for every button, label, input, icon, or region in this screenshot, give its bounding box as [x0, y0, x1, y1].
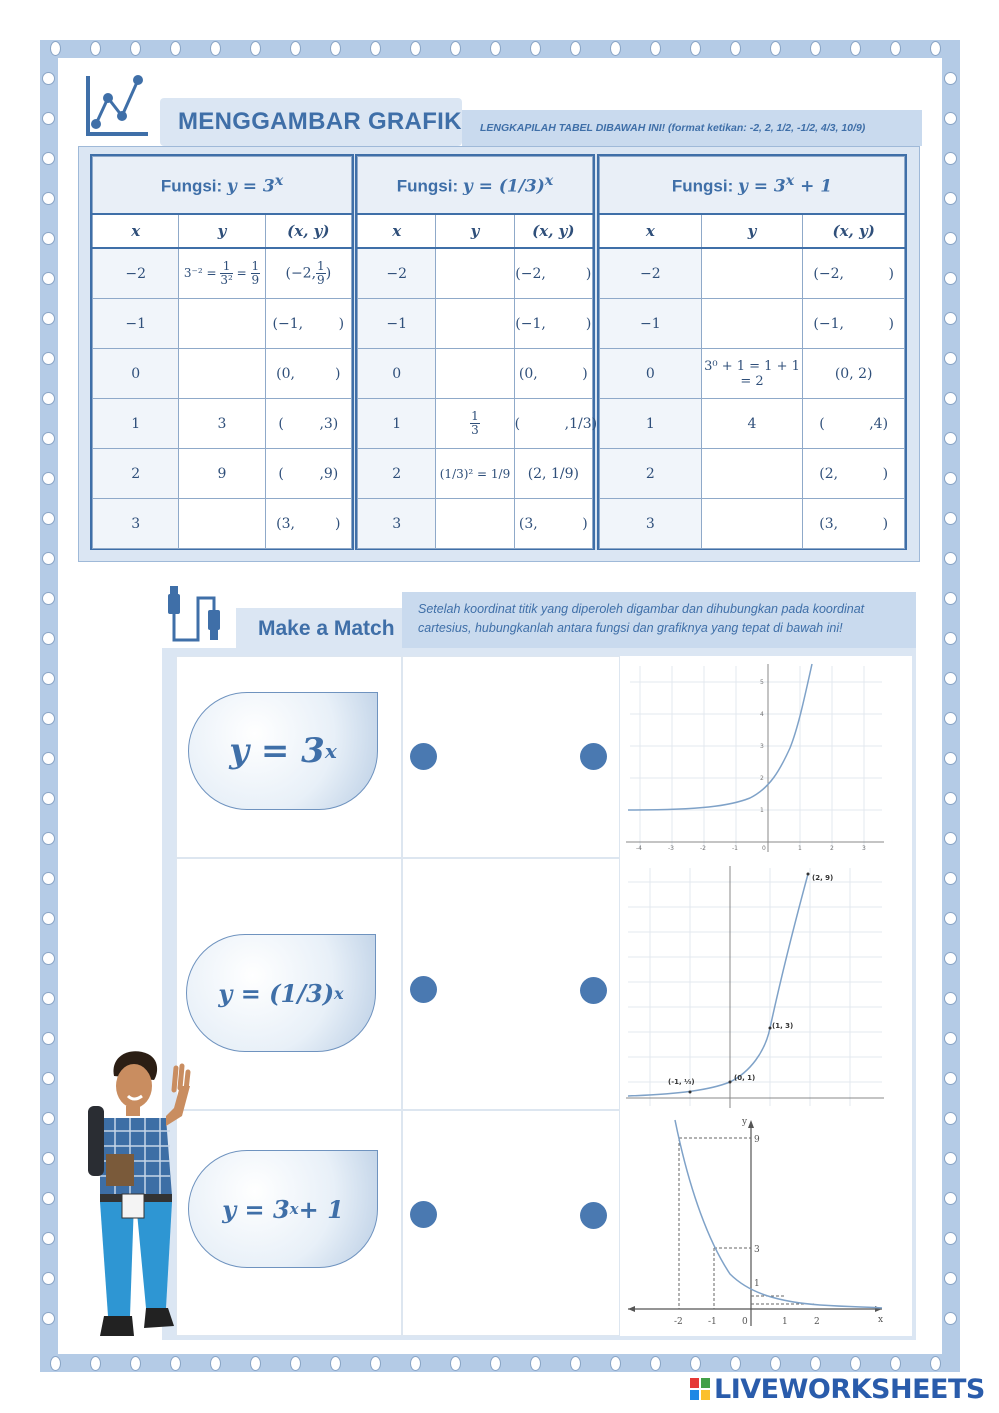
binder-hole — [42, 312, 55, 325]
answer-input-y[interactable] — [436, 299, 514, 349]
binder-hole — [42, 72, 55, 85]
binder-hole — [944, 1272, 957, 1285]
svg-text:3: 3 — [754, 1245, 760, 1255]
svg-text:-2: -2 — [700, 845, 706, 852]
binder-hole — [42, 872, 55, 885]
binder-hole — [410, 1356, 421, 1371]
binder-hole — [944, 672, 957, 685]
binder-hole — [130, 1356, 141, 1371]
table-row: 1 $\frac{1}{3}$ ( ,1/3) — [358, 399, 593, 449]
binder-hole — [944, 312, 957, 325]
graph-3 — [620, 1114, 890, 1332]
svg-text:(1, 3): (1, 3) — [772, 1022, 794, 1030]
col-x-header: x — [93, 214, 179, 248]
match-dot-right-2[interactable] — [580, 977, 607, 1004]
function-card-2: y = (1/3) x — [186, 934, 376, 1052]
table-row: 3 (3, ) — [93, 499, 352, 549]
binder-hole — [330, 41, 341, 56]
binder-hole — [570, 41, 581, 56]
brand-text: LIVEWORKSHEETS — [714, 1374, 985, 1405]
match-dot-right-3[interactable] — [580, 1202, 607, 1229]
table-row: −2 3⁻² = $\frac{1}{\text{3²}}$ = $\frac{1}{9}$ (−2, $\frac{1}{9}$ ) — [93, 248, 352, 299]
binder-hole — [42, 832, 55, 845]
table-row: 2 (2, ) — [600, 449, 905, 499]
binder-hole — [944, 952, 957, 965]
svg-text:(-1, ⅓): (-1, ⅓) — [668, 1078, 695, 1086]
binder-hole — [890, 41, 901, 56]
binder-hole — [944, 1032, 957, 1045]
binder-hole — [810, 1356, 821, 1371]
answer-input-xy[interactable]: (−1, ) — [514, 299, 592, 349]
student-illustration — [70, 1046, 200, 1356]
binder-hole — [370, 1356, 381, 1371]
binder-hole — [42, 752, 55, 765]
table-2-header: Fungsi: $y = (1/3)^x$ — [358, 157, 593, 215]
svg-text:(2, 9): (2, 9) — [812, 874, 834, 882]
answer-input-y[interactable] — [436, 349, 514, 399]
match-dot-left-2[interactable] — [410, 976, 437, 1003]
cell-xy: (−2, $\frac{1}{9}$ ) — [265, 248, 351, 299]
binder-hole — [42, 232, 55, 245]
answer-input-y[interactable] — [436, 499, 514, 549]
answer-input-y[interactable] — [701, 248, 803, 299]
binder-hole — [944, 872, 957, 885]
table-row: 3 (3, ) — [600, 499, 905, 549]
binder-hole — [944, 1072, 957, 1085]
binder-hole — [944, 592, 957, 605]
match-title: Make a Match — [258, 617, 395, 640]
binder-hole — [530, 1356, 541, 1371]
binder-hole — [944, 992, 957, 1005]
binder-hole — [42, 512, 55, 525]
binder-hole — [944, 152, 957, 165]
binder-hole — [42, 1312, 55, 1325]
table-1-header: Fungsi: $y = 3^x$ — [93, 157, 352, 215]
page-title: MENGGAMBAR GRAFIK — [178, 108, 462, 135]
svg-text:(0, 1): (0, 1) — [734, 1074, 756, 1082]
binder-hole — [944, 272, 957, 285]
binder-hole — [850, 41, 861, 56]
answer-input-y[interactable] — [701, 449, 803, 499]
svg-text:9: 9 — [754, 1135, 760, 1145]
svg-text:3: 3 — [760, 743, 764, 750]
binder-hole — [944, 1152, 957, 1165]
binder-hole — [42, 912, 55, 925]
answer-input-xy[interactable]: (2, ) — [803, 449, 905, 499]
table-function-1 — [90, 154, 354, 550]
binder-hole — [944, 352, 957, 365]
binder-hole — [42, 192, 55, 205]
binder-hole — [42, 1112, 55, 1125]
table-row: 0 (0, ) — [358, 349, 593, 399]
binder-hole — [210, 41, 221, 56]
answer-input-xy[interactable]: (−2, ) — [803, 248, 905, 299]
answer-input-xy[interactable]: (0, ) — [265, 349, 351, 399]
answer-input-xy[interactable]: (0, ) — [514, 349, 592, 399]
binder-hole — [90, 1356, 101, 1371]
svg-text:4: 4 — [760, 711, 764, 718]
make-a-match-tab — [236, 608, 402, 648]
cable-icon — [162, 584, 226, 648]
answer-input-xy[interactable]: (−1, ) — [803, 299, 905, 349]
answer-input-xy[interactable]: (3, ) — [514, 499, 592, 549]
binder-hole — [42, 1192, 55, 1205]
binder-hole — [944, 392, 957, 405]
binder-hole — [42, 432, 55, 445]
table-row: 2 (1/3)² = 1/9 (2, 1/9) — [358, 449, 593, 499]
match-instruction-tab — [402, 592, 916, 648]
svg-text:0: 0 — [742, 1317, 748, 1327]
binder-hole — [944, 112, 957, 125]
brand-icon — [690, 1378, 710, 1400]
binder-hole — [930, 41, 941, 56]
svg-text:3: 3 — [862, 845, 866, 852]
svg-text:-3: -3 — [668, 845, 674, 852]
binder-hole — [42, 472, 55, 485]
binder-hole — [250, 41, 261, 56]
function-card-3: y = 3 x + 1 — [188, 1150, 378, 1268]
binder-hole — [330, 1356, 341, 1371]
binder-hole — [944, 1192, 957, 1205]
binder-hole — [610, 1356, 621, 1371]
binder-hole — [50, 41, 61, 56]
binder-hole — [944, 1112, 957, 1125]
svg-text:1: 1 — [754, 1279, 760, 1289]
cell-y: 3⁻² = $\frac{1}{\text{3²}}$ = $\frac{1}{9}$ — [179, 248, 265, 299]
binder-hole — [42, 112, 55, 125]
binder-hole — [250, 1356, 261, 1371]
svg-text:1: 1 — [798, 845, 802, 852]
binder-hole — [730, 1356, 741, 1371]
binder-hole — [50, 1356, 61, 1371]
table-row: −2 (−2, ) — [358, 248, 593, 299]
brand-logo — [690, 1374, 985, 1405]
answer-input-y[interactable] — [436, 248, 514, 299]
match-dot-right-1[interactable] — [580, 743, 607, 770]
answer-input-xy[interactable]: (−2, ) — [514, 248, 592, 299]
answer-input-xy[interactable]: (3, ) — [265, 499, 351, 549]
binder-hole — [90, 41, 101, 56]
binder-hole — [42, 272, 55, 285]
binder-hole — [730, 41, 741, 56]
binder-hole — [42, 1032, 55, 1045]
binder-hole — [450, 1356, 461, 1371]
table-row: 0 3⁰ + 1 = 1 + 1 = 2 (0, 2) — [600, 349, 905, 399]
binder-hole — [944, 832, 957, 845]
answer-input-xy[interactable]: (3, ) — [803, 499, 905, 549]
binder-hole — [944, 472, 957, 485]
binder-hole — [944, 1312, 957, 1325]
answer-input-xy[interactable]: (−1, ) — [265, 299, 351, 349]
table-row: 1 4 ( ,4) — [600, 399, 905, 449]
binder-hole — [944, 912, 957, 925]
binder-hole — [410, 41, 421, 56]
binder-hole — [450, 41, 461, 56]
table-instruction: LENGKAPILAH TABEL DIBAWAH INI! (format ketikan: -2, 2, 1/2, -1/2, 4/3, 10/9) — [480, 122, 866, 134]
binder-hole — [944, 712, 957, 725]
binder-hole — [944, 552, 957, 565]
col-y-header: y — [179, 214, 265, 248]
binder-hole — [42, 992, 55, 1005]
svg-text:1: 1 — [760, 807, 764, 814]
binder-hole — [690, 1356, 701, 1371]
binder-hole — [42, 952, 55, 965]
binder-hole — [42, 1272, 55, 1285]
binder-hole — [944, 792, 957, 805]
binder-hole — [42, 1232, 55, 1245]
svg-text:2: 2 — [760, 775, 764, 782]
table-3-header: Fungsi: $y = 3^x + 1$ — [600, 157, 905, 215]
svg-text:2: 2 — [814, 1317, 820, 1327]
table-row: −1 (−1, ) — [358, 299, 593, 349]
binder-hole — [770, 41, 781, 56]
answer-input-xy[interactable]: ( ,4) — [803, 399, 905, 449]
binder-hole — [944, 192, 957, 205]
instruction-tab — [462, 110, 922, 146]
binder-hole — [42, 672, 55, 685]
answer-input-y[interactable] — [179, 499, 265, 549]
binder-hole — [650, 41, 661, 56]
answer-input-y[interactable] — [179, 349, 265, 399]
binder-hole — [930, 1356, 941, 1371]
function-card-1: y = 3 x — [188, 692, 378, 810]
binder-hole — [944, 432, 957, 445]
binder-hole — [890, 1356, 901, 1371]
svg-text:1: 1 — [782, 1317, 788, 1327]
svg-text:5: 5 — [760, 679, 764, 686]
binder-hole — [42, 392, 55, 405]
svg-text:x: x — [878, 1315, 884, 1325]
svg-text:-1: -1 — [732, 845, 738, 852]
binder-hole — [944, 1232, 957, 1245]
binder-hole — [944, 232, 957, 245]
binder-hole — [530, 41, 541, 56]
binder-hole — [42, 552, 55, 565]
binder-hole — [210, 1356, 221, 1371]
answer-input-xy[interactable]: ( ,9) — [265, 449, 351, 499]
answer-input-y[interactable] — [701, 299, 803, 349]
binder-hole — [690, 41, 701, 56]
binder-hole — [42, 152, 55, 165]
table-row: −1 (−1, ) — [600, 299, 905, 349]
binder-hole — [850, 1356, 861, 1371]
binder-hole — [490, 1356, 501, 1371]
binder-hole — [42, 592, 55, 605]
svg-text:-4: -4 — [636, 845, 642, 852]
answer-input-xy[interactable]: ( ,3) — [265, 399, 351, 449]
binder-hole — [42, 712, 55, 725]
binder-hole — [944, 512, 957, 525]
svg-text:-1: -1 — [708, 1317, 717, 1327]
table-row: 1 3 ( ,3) — [93, 399, 352, 449]
binder-hole — [290, 1356, 301, 1371]
binder-hole — [42, 792, 55, 805]
svg-text:-2: -2 — [674, 1317, 683, 1327]
binder-hole — [42, 1072, 55, 1085]
graph-1 — [620, 660, 890, 856]
binder-hole — [650, 1356, 661, 1371]
binder-hole — [170, 1356, 181, 1371]
binder-hole — [944, 72, 957, 85]
match-dot-left-3[interactable] — [410, 1201, 437, 1228]
binder-hole — [42, 1152, 55, 1165]
col-xy-header: (x, y) — [265, 214, 351, 248]
svg-text:2: 2 — [830, 845, 834, 852]
chart-icon — [82, 72, 152, 140]
binder-hole — [610, 41, 621, 56]
binder-hole — [42, 632, 55, 645]
table-row: 2 9 ( ,9) — [93, 449, 352, 499]
binder-hole — [570, 1356, 581, 1371]
binder-hole — [170, 41, 181, 56]
binder-hole — [490, 41, 501, 56]
binder-hole — [290, 41, 301, 56]
match-instruction: Setelah koordinat titik yang diperoleh digambar dan dihubungkan pada koordinat cartesius, hubungkanlah antara fungsi dan grafiknya yang tepat di bawah ini! — [418, 602, 865, 635]
table-row: −2 (−2, ) — [600, 248, 905, 299]
binder-hole — [944, 752, 957, 765]
table-row: −1 (−1, ) — [93, 299, 352, 349]
graph-2 — [620, 862, 890, 1110]
binder-hole — [42, 352, 55, 365]
answer-input-xy[interactable]: ( ,1/3) — [514, 399, 592, 449]
answer-input-y[interactable] — [179, 299, 265, 349]
section-title-tab — [160, 98, 462, 146]
match-dot-left-1[interactable] — [410, 743, 437, 770]
binder-hole — [130, 41, 141, 56]
table-row: 3 (3, ) — [358, 499, 593, 549]
table-row: 0 (0, ) — [93, 349, 352, 399]
table-function-2: Fungsi: $y = (1/3)^x$ x y (x, y) −2 (−2, ) −1 (−1, ) 0 (0, ) 1 $\frac{1}{3}$ ( ,1/3) 2 (1/3)² = 1/9 (2, 1/9) 3 (3, ) — [355, 154, 595, 550]
binder-hole — [770, 1356, 781, 1371]
svg-text:0: 0 — [762, 845, 766, 852]
answer-input-y[interactable] — [701, 499, 803, 549]
binder-hole — [810, 41, 821, 56]
svg-text:y: y — [742, 1117, 748, 1127]
binder-hole — [370, 41, 381, 56]
binder-hole — [944, 632, 957, 645]
table-function-3: Fungsi: $y = 3^x + 1$ x y (x, y) −2 (−2, ) −1 (−1, ) 0 3⁰ + 1 = 1 + 1 = 2 (0, 2) 1 4 ( ,4) 2 (2, ) 3 (3, ) — [597, 154, 907, 550]
